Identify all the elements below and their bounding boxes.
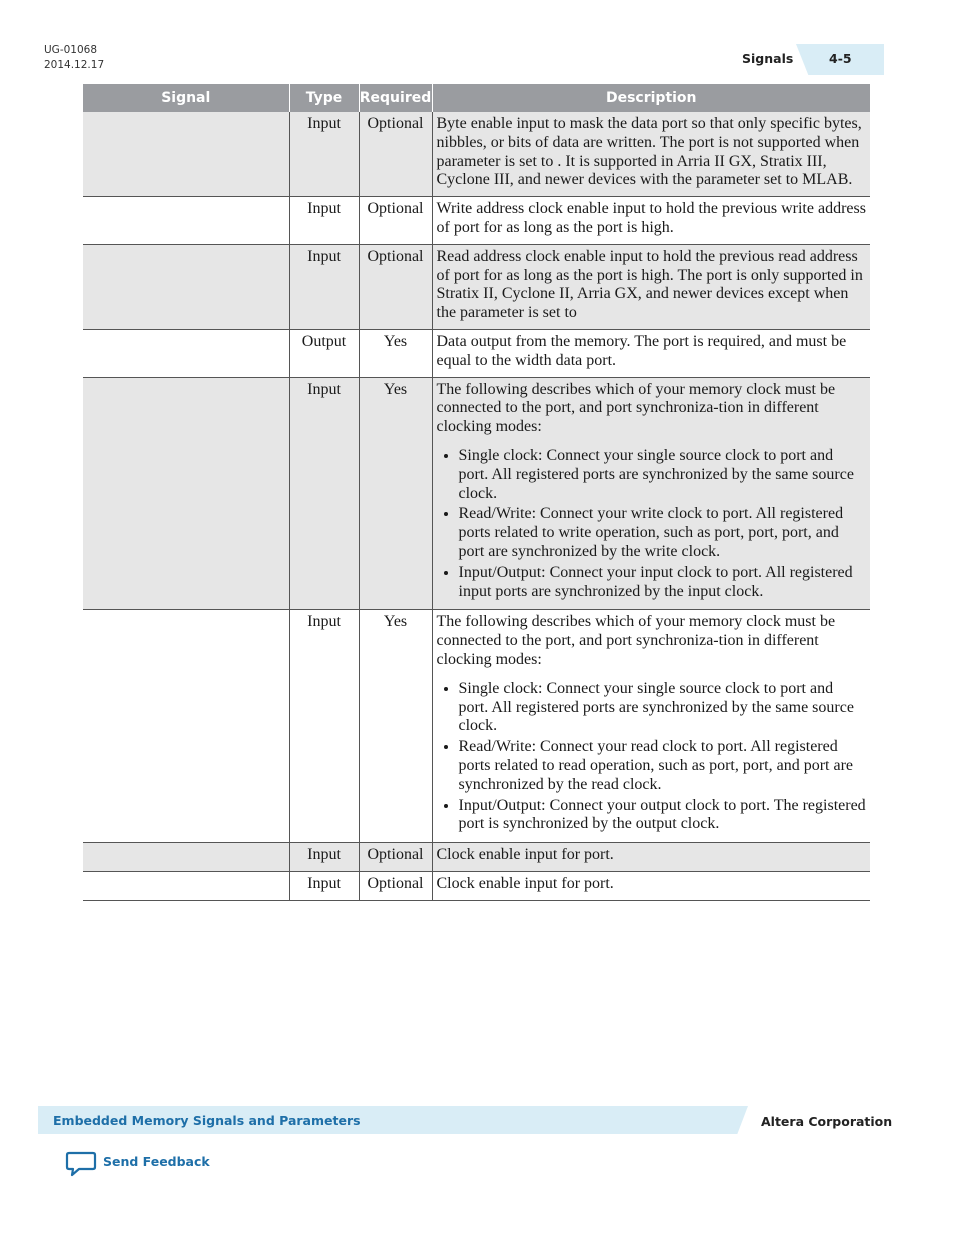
col-header-required: Required [359,84,432,112]
type-cell: Input [289,871,359,900]
table-row [83,244,870,329]
signal-cell [83,197,289,245]
list-item: • Read/Write: Connect your read clock to port. All registered ports related to read operation, such as port, port, and port are synchronized by the read clock. [459,738,867,794]
description-cell [432,610,870,843]
required-cell: Optional [359,871,432,900]
signal-cell [83,244,289,329]
description-cell [432,871,870,900]
signal-cell [83,871,289,900]
type-cell: Input [289,197,359,245]
table-row [83,871,870,900]
description-text: Write address clock enable input to hold the previous write address of port for as long as the port is high. [436,200,866,236]
description-text: Data output from the memory. The port is required, and must be equal to the width data port. [436,332,847,369]
description-text: Byte enable input to mask the data port so that only specific bytes, nibbles, or bits of data are written. The port is not supported when parameter is set to . It is supported in Arria II GX, Stratix III, Cyclone III, and newer devices with the parameter set to MLAB. [436,115,862,189]
description-cell [432,329,870,377]
description-text: Clock enable input for port. [436,846,614,864]
signal-cell [83,112,289,197]
description-text: The following describes which of your memory clock must be connected to the port, and port synchroniza-tion in different clocking modes: [436,613,836,668]
table-row [83,610,870,843]
type-cell: Output [289,329,359,377]
doc-info [44,43,104,73]
description-cell [432,244,870,329]
doc-id: UG-01068 [44,44,98,56]
signal-cell [83,610,289,843]
col-header-type: Type [289,84,359,112]
description-cell [432,843,870,872]
required-cell: Optional [359,244,432,329]
col-header-signal: Signal [83,84,289,112]
list-item: • Read/Write: Connect your write clock to port. All registered ports related to write operation, such as port, port, port, and port are synchronized by the write clock. [459,505,867,561]
table-row [83,112,870,197]
description-text: Clock enable input for port. [436,874,614,892]
table-row [83,329,870,377]
signals-table [83,84,870,901]
doc-date: 2014.12.17 [44,59,105,71]
footer-chapter-title: Embedded Memory Signals and Parameters [53,1113,361,1128]
type-cell: Input [289,112,359,197]
description-cell [432,377,870,610]
required-cell: Optional [359,112,432,197]
section-title: Signals [742,51,794,66]
table-row [83,843,870,872]
signal-cell [83,843,289,872]
type-cell: Input [289,610,359,843]
signal-cell [83,377,289,610]
footer-company: Altera Corporation [761,1114,893,1129]
required-cell: Optional [359,843,432,872]
table-row [83,197,870,245]
list-item: • Single clock: Connect your single source clock to port and port. All registered ports are synchronized by the same source clock. [459,447,867,503]
send-feedback-link[interactable]: Send Feedback [103,1154,210,1169]
col-header-description: Description [432,84,870,112]
page-number: 4-5 [829,51,852,66]
type-cell: Input [289,377,359,610]
required-cell: Yes [359,377,432,610]
description-cell [432,197,870,245]
feedback-icon[interactable] [65,1150,97,1178]
table-row [83,377,870,610]
description-cell [432,112,870,197]
description-text: Read address clock enable input to hold the previous read address of port for as long as the port is high. The port is only supported in Stratix II, Cyclone II, Arria GX, and newer devices except when the parameter is set to [436,247,863,322]
clocking-mode-list [437,447,867,601]
type-cell: Input [289,244,359,329]
required-cell: Yes [359,610,432,843]
list-item: • Input/Output: Connect your input clock to port. All registered input ports are synchronized by the input clock. [459,564,867,602]
signal-cell [83,329,289,377]
description-text: The following describes which of your memory clock must be connected to the port, and port synchroniza-tion in different clocking modes: [436,380,836,436]
required-cell: Optional [359,197,432,245]
list-item: • Input/Output: Connect your output clock to port. The registered port is synchronized by the output clock. [459,797,867,835]
type-cell: Input [289,843,359,872]
table-header-row [83,84,870,112]
required-cell: Yes [359,329,432,377]
list-item: • Single clock: Connect your single source clock to port and port. All registered ports are synchronized by the same source clock. [459,680,867,736]
clocking-mode-list [437,680,867,834]
